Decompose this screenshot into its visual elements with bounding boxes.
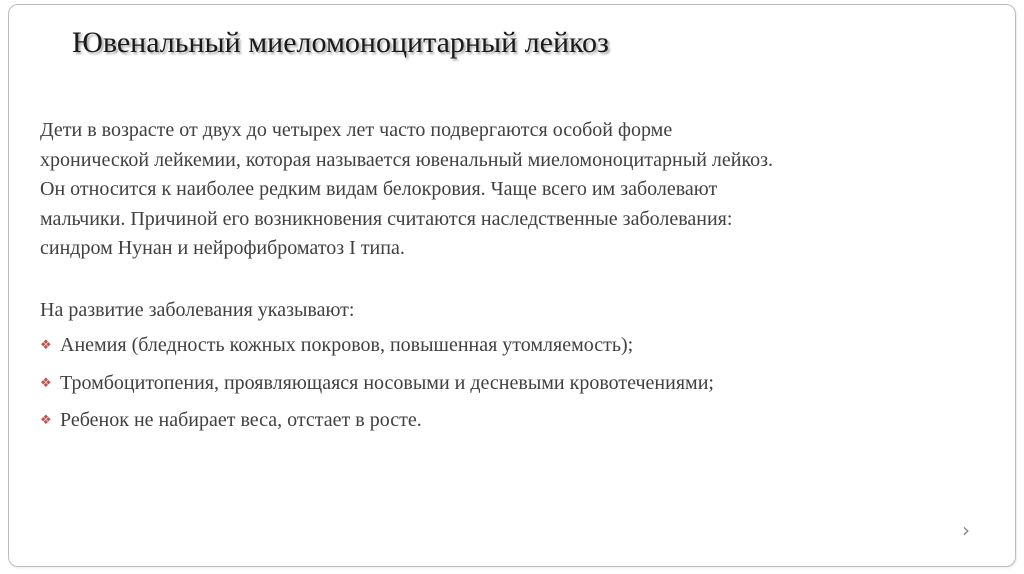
intro-line: Дети в возрасте от двух до четырех лет часто подвергаются особой форме: [40, 119, 673, 141]
list-item: [40, 406, 980, 436]
list-item-text: Ребенок не набирает веса, отстает в росте.: [60, 409, 422, 431]
symptoms-heading: На развитие заболевания указывают:: [40, 298, 355, 321]
intro-line: хронической лейкемии, которая называется ювенальный миеломоноцитарный лейкоз.: [40, 148, 774, 171]
list-item-text: Анемия (бледность кожных покровов, повышенная утомляемость);: [60, 334, 634, 356]
diamond-bullet-icon: ❖: [40, 413, 52, 428]
diamond-bullet-icon: ❖: [40, 375, 52, 391]
symptoms-list: [40, 331, 980, 436]
intro-line: синдром Нунан и нейрофиброматоз I типа.: [40, 237, 405, 259]
intro-line: мальчики. Причиной его возникновения считаются наследственные заболевания:: [40, 207, 733, 230]
list-item: [40, 369, 980, 399]
intro-line: Он относится к наиболее редким видам белокровия. Чаще всего им заболевают: [40, 178, 718, 200]
slide-title: Ювенальный миеломоноцитарный лейкоз: [72, 26, 609, 59]
chevron-right-icon[interactable]: ›: [962, 518, 970, 542]
list-item-text: Тромбоцитопения, проявляющаяся носовыми и десневыми кровотечениями;: [60, 371, 714, 394]
slide-content: [40, 116, 980, 444]
diamond-bullet-icon: ❖: [40, 338, 52, 353]
list-item: [40, 331, 980, 361]
intro-paragraph: [40, 116, 980, 264]
